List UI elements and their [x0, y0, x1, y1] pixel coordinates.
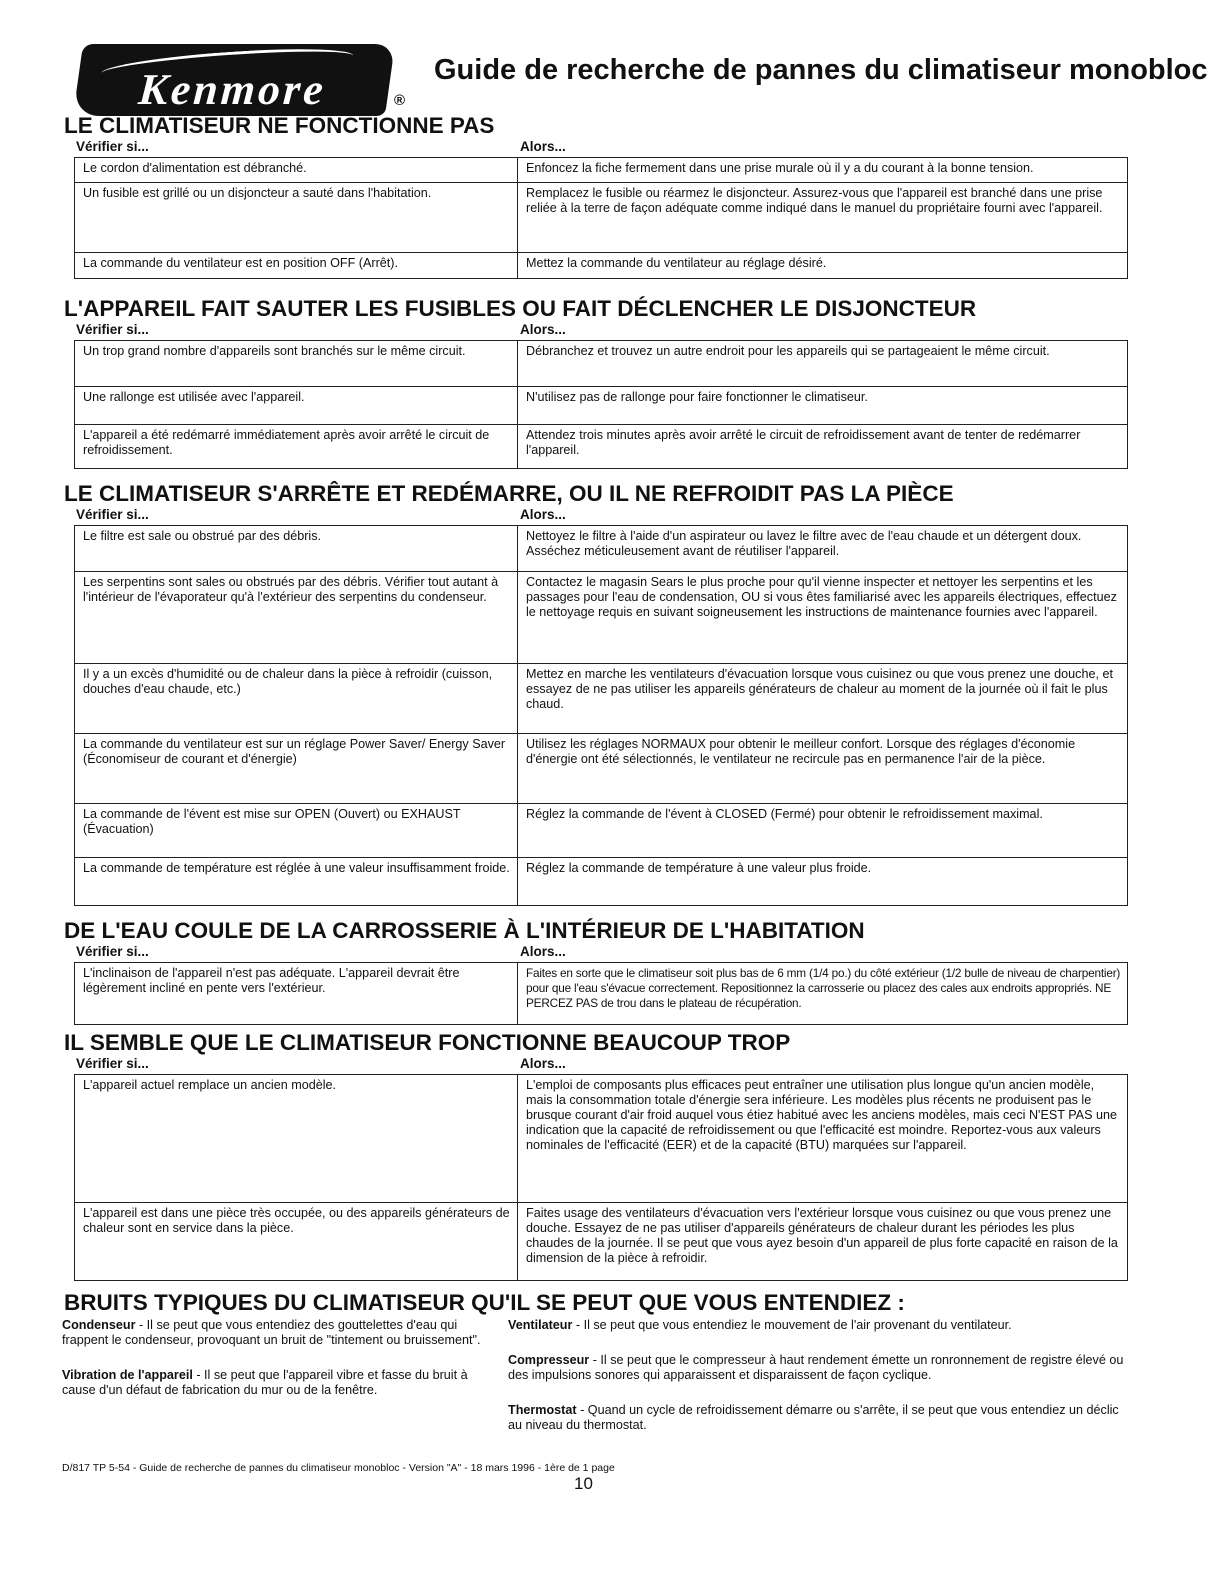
section-heading: DE L'EAU COULE DE LA CARROSSERIE À L'INTÉRIEUR DE L'HABITATION	[64, 918, 865, 943]
table-row	[75, 572, 1128, 664]
table-row	[75, 183, 1128, 253]
check-cell: Le filtre est sale ou obstrué par des débris.	[75, 526, 518, 572]
solution-cell: Utilisez les réglages NORMAUX pour obtenir le meilleur confort. Lorsque des réglages d'économie d'énergie ont été sélectionnés, le ventilateur ne recircule pas en permanence l'air de la pièce.	[518, 734, 1128, 804]
logo-wordmark: Kenmore	[136, 65, 328, 114]
table-row	[75, 734, 1128, 804]
sound-text: - Il se peut que vous entendiez des gouttelettes d'eau qui frappent le condenseur, provoquant un bruit de "tintement ou bruissement".	[62, 1318, 481, 1347]
table-row	[75, 158, 1128, 183]
table-row	[75, 963, 1128, 1025]
table-row	[75, 425, 1128, 469]
section-runs-too-much	[64, 1030, 1134, 1281]
solution-cell: Débranchez et trouvez un autre endroit pour les appareils qui se partageaient le même circuit.	[518, 341, 1128, 387]
column-header-check: Vérifier si...	[76, 1056, 149, 1071]
sound-term: Thermostat	[508, 1403, 577, 1417]
column-header-then: Alors...	[520, 139, 566, 154]
page-title: Guide de recherche de pannes du climatiseur monobloc	[434, 54, 1208, 86]
check-cell: La commande de l'évent est mise sur OPEN (Ouvert) ou EXHAUST (Évacuation)	[75, 804, 518, 858]
check-cell: L'inclinaison de l'appareil n'est pas adéquate. L'appareil devrait être légèrement incliné en pente vers l'extérieur.	[75, 963, 518, 1025]
table-row	[75, 526, 1128, 572]
section-heading: BRUITS TYPIQUES DU CLIMATISEUR QU'IL SE PEUT QUE VOUS ENTENDIEZ :	[64, 1290, 905, 1315]
check-cell: Les serpentins sont sales ou obstrués par des débris. Vérifier tout autant à l'intérieur de l'évaporateur qu'à l'extérieur des serpentins du condenseur.	[75, 572, 518, 664]
sounds-left-column	[62, 1318, 482, 1418]
troubleshoot-table	[74, 962, 1128, 1025]
column-header-then: Alors...	[520, 1056, 566, 1071]
check-cell: Un trop grand nombre d'appareils sont branchés sur le même circuit.	[75, 341, 518, 387]
column-header-then: Alors...	[520, 322, 566, 337]
troubleshoot-table	[74, 525, 1128, 906]
troubleshoot-table	[74, 340, 1128, 469]
section-heading: LE CLIMATISEUR S'ARRÊTE ET REDÉMARRE, OU IL NE REFROIDIT PAS LA PIÈCE	[64, 481, 954, 506]
table-row	[75, 341, 1128, 387]
sounds-right-column	[508, 1318, 1128, 1453]
troubleshoot-table	[74, 157, 1128, 279]
sound-term: Vibration de l'appareil	[62, 1368, 193, 1382]
table-row	[75, 253, 1128, 279]
check-cell: Un fusible est grillé ou un disjoncteur a sauté dans l'habitation.	[75, 183, 518, 253]
sound-text: - Il se peut que l'appareil vibre et fasse du bruit à cause d'un défaut de fabrication du mur ou de la fenêtre.	[62, 1368, 468, 1397]
sound-item	[62, 1318, 482, 1348]
table-row	[75, 387, 1128, 425]
column-header-check: Vérifier si...	[76, 139, 149, 154]
solution-cell: Contactez le magasin Sears le plus proche pour qu'il vienne inspecter et nettoyer les serpentins et les passages pour l'eau de condensation, OU si vous êtes familiarisé avec les appareils électriques, effectuez le nettoyage requis en suivant soigneusement les instructions de maintenance fournies avec l'appareil.	[518, 572, 1128, 664]
solution-cell: Mettez en marche les ventilateurs d'évacuation lorsque vous cuisinez ou que vous prenez une douche, et essayez de ne pas utiliser les appareils générateurs de chaleur au moment de la journée où il fait le plus chaud.	[518, 664, 1128, 734]
sound-text: - Il se peut que vous entendiez le mouvement de l'air provenant du ventilateur.	[572, 1318, 1012, 1332]
sound-text: - Quand un cycle de refroidissement démarre ou s'arrête, il se peut que vous entendiez un déclic au niveau du thermostat.	[508, 1403, 1119, 1432]
solution-cell: N'utilisez pas de rallonge pour faire fonctionner le climatiseur.	[518, 387, 1128, 425]
sound-item	[508, 1403, 1128, 1433]
document-footer: D/817 TP 5-54 - Guide de recherche de pannes du climatiseur monobloc - Version "A" - 18 mars 1996 - 1ère de 1 page	[62, 1462, 615, 1474]
solution-cell: Enfoncez la fiche fermement dans une prise murale où il y a du courant à la bonne tension.	[518, 158, 1128, 183]
solution-cell: Remplacez le fusible ou réarmez le disjoncteur. Assurez-vous que l'appareil est branché dans une prise reliée à la terre de façon adéquate comme indiqué dans le manuel du propriétaire fourni avec l'appareil.	[518, 183, 1128, 253]
solution-cell: Nettoyez le filtre à l'aide d'un aspirateur ou lavez le filtre avec de l'eau chaude et un détergent doux. Asséchez méticuleusement avant de réutiliser l'appareil.	[518, 526, 1128, 572]
section-fuses	[64, 296, 1134, 469]
sound-term: Compresseur	[508, 1353, 590, 1367]
page-number: 10	[574, 1474, 593, 1493]
solution-cell: Mettez la commande du ventilateur au réglage désiré.	[518, 253, 1128, 279]
check-cell: L'appareil a été redémarré immédiatement après avoir arrêté le circuit de refroidissement.	[75, 425, 518, 469]
table-row	[75, 664, 1128, 734]
check-cell: Il y a un excès d'humidité ou de chaleur dans la pièce à refroidir (cuisson, douches d'eau chaude, etc.)	[75, 664, 518, 734]
check-cell: La commande du ventilateur est sur un réglage Power Saver/ Energy Saver (Économiseur de courant et d'énergie)	[75, 734, 518, 804]
sound-item	[62, 1368, 482, 1398]
kenmore-logo	[73, 44, 395, 116]
section-heading: IL SEMBLE QUE LE CLIMATISEUR FONCTIONNE BEAUCOUP TROP	[64, 1030, 791, 1055]
column-headers	[64, 1056, 1134, 1074]
sound-item	[508, 1353, 1128, 1383]
troubleshoot-table	[74, 1074, 1128, 1281]
check-cell: Le cordon d'alimentation est débranché.	[75, 158, 518, 183]
solution-cell: L'emploi de composants plus efficaces peut entraîner une utilisation plus longue qu'un ancien modèle, mais la consommation totale d'énergie sera inférieure. Les modèles plus récents ne produisent pas le brusque courant d'air froid auquel vous étiez habitué avec les anciens modèles, mais ceci N'EST PAS une indication que la capacité de refroidissement ou que l'efficacité est moindre. Reportez-vous aux valeurs nominales de l'efficacité (EER) et de la capacité (BTU) marquées sur l'appareil.	[518, 1075, 1128, 1203]
column-header-check: Vérifier si...	[76, 507, 149, 522]
solution-cell: Faites en sorte que le climatiseur soit plus bas de 6 mm (1/4 po.) du côté extérieur (1/2 bulle de niveau de charpentier) pour que l'eau s'évacue correctement. Repositionnez la carrosserie ou placez des cales aux endroits appropriés. NE PERCEZ PAS de trou dans le plateau de récupération.	[518, 963, 1128, 1025]
column-header-check: Vérifier si...	[76, 322, 149, 337]
section-heading: LE CLIMATISEUR NE FONCTIONNE PAS	[64, 113, 495, 138]
registered-mark: ®	[394, 92, 406, 109]
solution-cell: Réglez la commande de température à une valeur plus froide.	[518, 858, 1128, 906]
column-headers	[64, 322, 1134, 340]
column-header-check: Vérifier si...	[76, 944, 149, 959]
check-cell: La commande du ventilateur est en position OFF (Arrêt).	[75, 253, 518, 279]
sounds-section	[64, 1290, 1134, 1316]
table-row	[75, 858, 1128, 906]
solution-cell: Attendez trois minutes après avoir arrêté le circuit de refroidissement avant de tenter de redémarrer l'appareil.	[518, 425, 1128, 469]
check-cell: L'appareil est dans une pièce très occupée, ou des appareils générateurs de chaleur sont en service dans la pièce.	[75, 1203, 518, 1281]
sound-term: Ventilateur	[508, 1318, 573, 1332]
column-headers	[64, 139, 1134, 157]
section-not-working	[64, 113, 1134, 279]
table-row	[75, 1203, 1128, 1281]
sound-term: Condenseur	[62, 1318, 136, 1332]
column-headers	[64, 507, 1134, 525]
solution-cell: Faites usage des ventilateurs d'évacuation vers l'extérieur lorsque vous cuisinez ou que vous prenez une douche. Essayez de ne pas utiliser d'appareils générateurs de chaleur durant les périodes les plus chaudes de la journée. Il se peut que vous ayez besoin d'un appareil de plus forte capacité en raison de la dimension de la pièce à refroidir.	[518, 1203, 1128, 1281]
sound-item	[508, 1318, 1128, 1333]
sound-text: - Il se peut que le compresseur à haut rendement émette un ronronnement de registre élevé ou des impulsions sonores qui apparaissent et disparaissent de façon cyclique.	[508, 1353, 1124, 1382]
check-cell: Une rallonge est utilisée avec l'appareil.	[75, 387, 518, 425]
section-water-leak	[64, 918, 1134, 1025]
section-stops-restarts	[64, 481, 1134, 906]
table-row	[75, 1075, 1128, 1203]
column-header-then: Alors...	[520, 944, 566, 959]
check-cell: L'appareil actuel remplace un ancien modèle.	[75, 1075, 518, 1203]
check-cell: La commande de température est réglée à une valeur insuffisamment froide.	[75, 858, 518, 906]
column-header-then: Alors...	[520, 507, 566, 522]
column-headers	[64, 944, 1134, 962]
solution-cell: Réglez la commande de l'évent à CLOSED (Fermé) pour obtenir le refroidissement maximal.	[518, 804, 1128, 858]
section-heading: L'APPAREIL FAIT SAUTER LES FUSIBLES OU FAIT DÉCLENCHER LE DISJONCTEUR	[64, 296, 977, 321]
table-row	[75, 804, 1128, 858]
